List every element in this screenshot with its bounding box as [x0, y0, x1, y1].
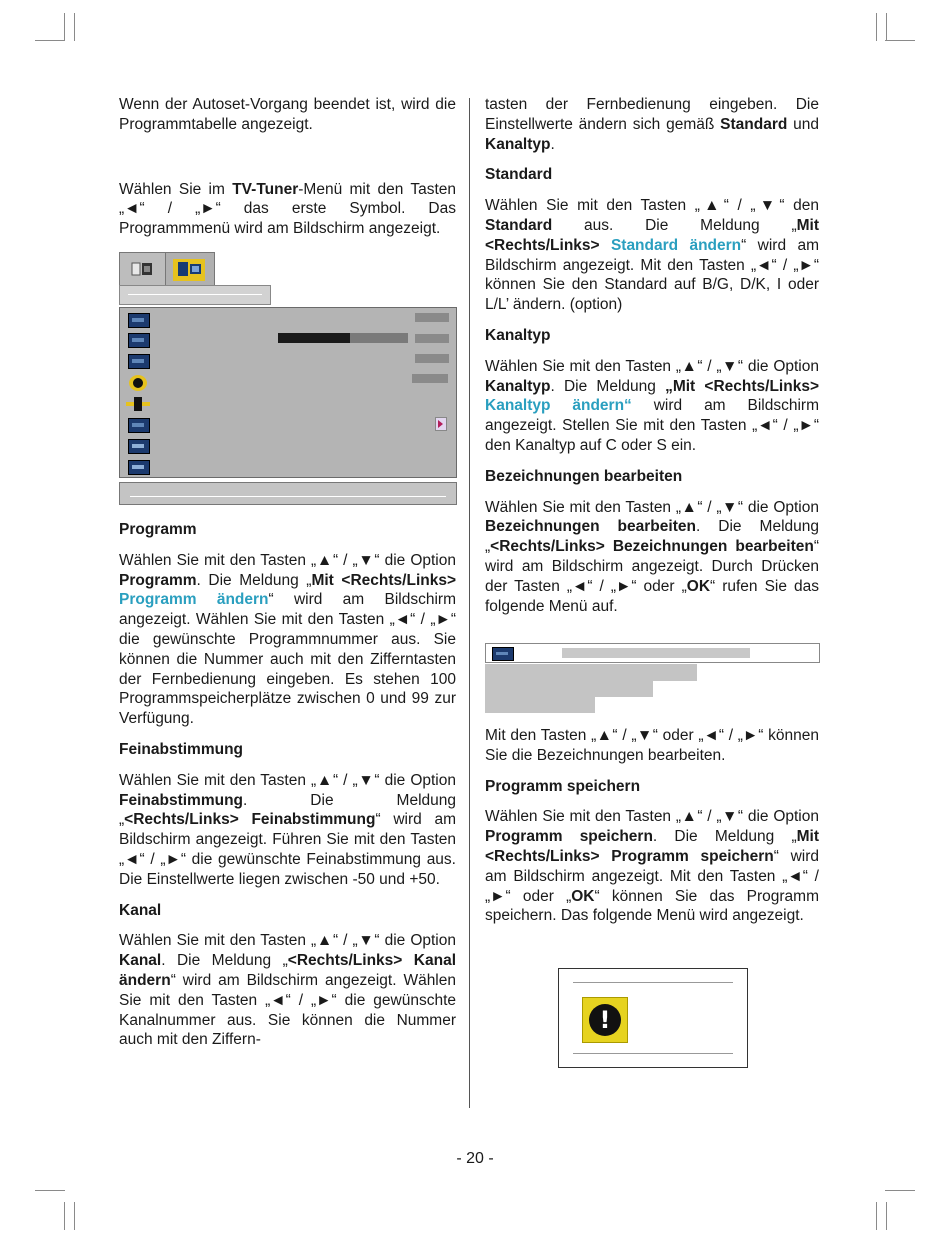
edit-row[interactable]: [485, 697, 595, 713]
osd-message: Programm ändern: [119, 591, 269, 609]
text: [600, 237, 611, 254]
text: Wählen Sie mit den Tasten „▲“ / „▼“ die Option: [119, 932, 456, 950]
fine-tune-slider[interactable]: [278, 333, 350, 343]
heading-speichern: Programm speichern: [485, 777, 641, 795]
text: Wählen Sie mit den Tasten „▲“ / „▼“ die Option: [119, 551, 456, 569]
speichern-paragraph: [485, 807, 819, 926]
menu-row-icon: [492, 647, 514, 661]
divider: [130, 496, 446, 497]
crop-mark: [885, 40, 915, 41]
crop-mark: [74, 13, 75, 41]
text-bold: Mit <Rechts/Links> Programm speichern: [485, 828, 819, 865]
text: . Die Meldung: [550, 377, 666, 395]
bezeichnungen-paragraph: [485, 498, 819, 617]
left-column-sections: [119, 520, 456, 1061]
left-column: [119, 95, 456, 239]
crop-mark: [876, 13, 877, 41]
crop-mark: [64, 1202, 65, 1230]
text-bold: Kanaltyp: [485, 135, 551, 153]
crop-mark: [64, 13, 65, 41]
menu-row-icon[interactable]: [128, 418, 150, 433]
text-bold: <Rechts/Links> Feinabstimmung: [124, 811, 376, 829]
crop-mark: [885, 1190, 915, 1191]
value-field: [415, 334, 449, 343]
menu-row-icon[interactable]: [128, 313, 150, 328]
continuation-paragraph: [485, 95, 819, 154]
text: “ können Sie das Programm speichern. Das folgende Menü wird angezeigt.: [485, 887, 819, 925]
text: aus. Die Meldung „: [552, 216, 797, 234]
edit-names-screenshot: [485, 643, 820, 715]
color-icon[interactable]: [129, 375, 147, 391]
text-bold: Programm: [119, 571, 197, 589]
text: Wählen Sie mit den Tasten „▲“ / „▼“ den: [485, 197, 819, 215]
heading-bezeichnungen: Bezeichnungen bearbeiten: [485, 467, 683, 485]
crop-mark: [35, 40, 65, 41]
tab-tv[interactable]: [165, 252, 215, 288]
arrow-right-icon[interactable]: [435, 417, 447, 431]
value-field: [412, 374, 448, 383]
text: “ wird am Bildschirm angezeigt. Wählen Sie mit den Tasten „◄“ / „►“ die gewünschte Kanalnummer aus. Sie können die Nummer auch mit den Ziffern-: [119, 971, 456, 1049]
text: “ wird am Bildschirm angezeigt. Mit den Tasten „◄“ / „►“ können Sie den Standard auf B/G, D/K, I oder L/L’ ändern. (option): [485, 236, 819, 314]
crop-mark: [886, 1202, 887, 1230]
text: “ wird am Bildschirm angezeigt. Wählen Sie mit den Tasten „◄“ / „►“ die gewünschte Programmnummer aus. Sie können die Nummer auch mit den Zifferntasten der Fernbedienung eingeben. Es stehen 100 Programmspeicherplätze zwischen 0 und 99 zur Verfügung.: [119, 591, 456, 728]
text-bold: Programm speichern: [485, 828, 653, 846]
text: -Menü mit den Tasten „◄“ / „►“ das erste Symbol. Das Programmmenü wird am Bildschirm angezeigt.: [119, 180, 456, 238]
kanaltyp-paragraph: [485, 357, 819, 456]
tab-program[interactable]: [119, 252, 167, 288]
program-menu-screenshot: [119, 252, 457, 506]
tab-program-icon: [120, 253, 164, 285]
menu-row-icon[interactable]: [128, 439, 150, 454]
text-bold: Standard: [720, 115, 788, 133]
osd-message: Kanaltyp ändern“: [485, 397, 632, 415]
settings-icon[interactable]: [126, 397, 150, 411]
text: .: [550, 135, 555, 153]
value-field: [415, 354, 449, 363]
right-column: [485, 95, 819, 627]
text-bold: „Mit <Rechts/Links>: [665, 377, 819, 395]
crop-mark: [886, 13, 887, 41]
heading-standard: Standard: [485, 166, 553, 184]
text-bold: Kanal: [119, 952, 162, 970]
programm-paragraph: [119, 551, 456, 729]
divider: [128, 294, 262, 295]
text: . Die Meldung „: [119, 791, 456, 829]
name-field[interactable]: [562, 648, 750, 658]
text-bold: Mit <Rechts/Links>: [311, 571, 457, 589]
crop-mark: [74, 1202, 75, 1230]
edit-names-title-bar: [485, 643, 820, 663]
edit-row[interactable]: [485, 664, 697, 681]
text-bold: Mit <Rechts/Links>: [485, 216, 819, 254]
text: tasten der Fernbedienung eingeben. Die Einstellwerte ändern sich gemäß: [485, 96, 819, 133]
text-bold: OK: [686, 577, 711, 595]
text: . Die Meldung „: [485, 518, 820, 556]
text: Wählen Sie mit den Tasten „▲“ / „▼“ die Option: [485, 498, 819, 516]
right-column-lower: [485, 726, 819, 937]
edit-row[interactable]: [485, 681, 653, 697]
column-divider: [469, 98, 470, 1108]
fine-tune-slider-track: [350, 333, 408, 343]
divider: [573, 1053, 733, 1054]
crop-mark: [35, 1190, 65, 1191]
heading-kanal: Kanal: [119, 901, 162, 919]
text: “ wird am Bildschirm angezeigt. Führen Sie mit den Tasten „◄“ / „►“ die gewünschte Feinabstimmung aus. Die Einstellwerte liegen zwischen -50 und +50.: [119, 811, 456, 888]
text-bold: OK: [571, 887, 595, 905]
text: . Die Meldung „: [196, 571, 312, 589]
menu-row-icon[interactable]: [128, 460, 150, 475]
text: und: [787, 115, 819, 133]
heading-kanaltyp: Kanaltyp: [485, 326, 551, 344]
text-bold: TV-Tuner: [232, 180, 299, 198]
autoset-paragraph: Wenn der Autoset-Vorgang beendet ist, wird die Programmtabelle angezeigt.: [119, 96, 456, 133]
text: “ wird am Bildschirm angezeigt. Mit den Tasten „◄“ / „►“ oder „: [485, 847, 819, 905]
text-bold: <Rechts/Links> Kanal ändern: [119, 952, 457, 989]
save-warning-dialog: [558, 968, 748, 1068]
edit-paragraph: Mit den Tasten „▲“ / „▼“ oder „◄“ / „►“ können Sie die Bezeichnungen bearbeiten.: [485, 727, 819, 764]
standard-paragraph: [485, 196, 819, 315]
text-bold: <Rechts/Links> Bezeichnungen bearbeiten: [490, 538, 814, 556]
value-field: [415, 313, 449, 322]
fein-paragraph: [119, 771, 456, 890]
menu-status-bar: [119, 482, 457, 505]
text: Wählen Sie mit den Tasten „▲“ / „▼“ die Option: [485, 357, 819, 375]
warning-exclamation-icon: !: [582, 997, 628, 1043]
menu-row-icon[interactable]: [128, 333, 150, 348]
text-bold: Standard: [485, 216, 553, 234]
text: “ wird am Bildschirm angezeigt. Durch Drücken der Tasten „◄“ / „►“ oder „: [485, 538, 819, 595]
text-bold: Bezeichnungen bearbeiten: [485, 518, 696, 536]
text-bold: Kanaltyp: [485, 377, 551, 395]
text: . Die Meldung „: [652, 828, 797, 846]
text: . Die Meldung „: [161, 952, 288, 970]
divider: [573, 982, 733, 983]
heading-feinabstimmung: Feinabstimmung: [119, 740, 244, 758]
text: Wählen Sie mit den Tasten „▲“ / „▼“ die Option: [485, 808, 819, 826]
tab-tv-icon: [166, 253, 212, 285]
osd-message: Standard ändern: [610, 236, 742, 254]
menu-row-icon[interactable]: [128, 354, 150, 369]
text: Wählen Sie im: [119, 180, 233, 198]
menu-title-bar: [119, 285, 271, 305]
page-number: - 20 -: [456, 1150, 494, 1167]
tuner-paragraph: [119, 180, 456, 239]
menu-panel: [119, 307, 457, 478]
kanal-paragraph: [119, 931, 456, 1050]
text: wird am Bildschirm angezeigt. Stellen Sie mit den Tasten „◄“ / „►“ den Kanaltyp auf C oder S ein.: [485, 397, 819, 454]
text: Wählen Sie mit den Tasten „▲“ / „▼“ die Option: [119, 771, 456, 789]
heading-programm: Programm: [119, 521, 197, 538]
crop-mark: [876, 1202, 877, 1230]
text-bold: Feinabstimmung: [119, 791, 244, 809]
text: “ rufen Sie das folgende Menü auf.: [485, 577, 819, 615]
